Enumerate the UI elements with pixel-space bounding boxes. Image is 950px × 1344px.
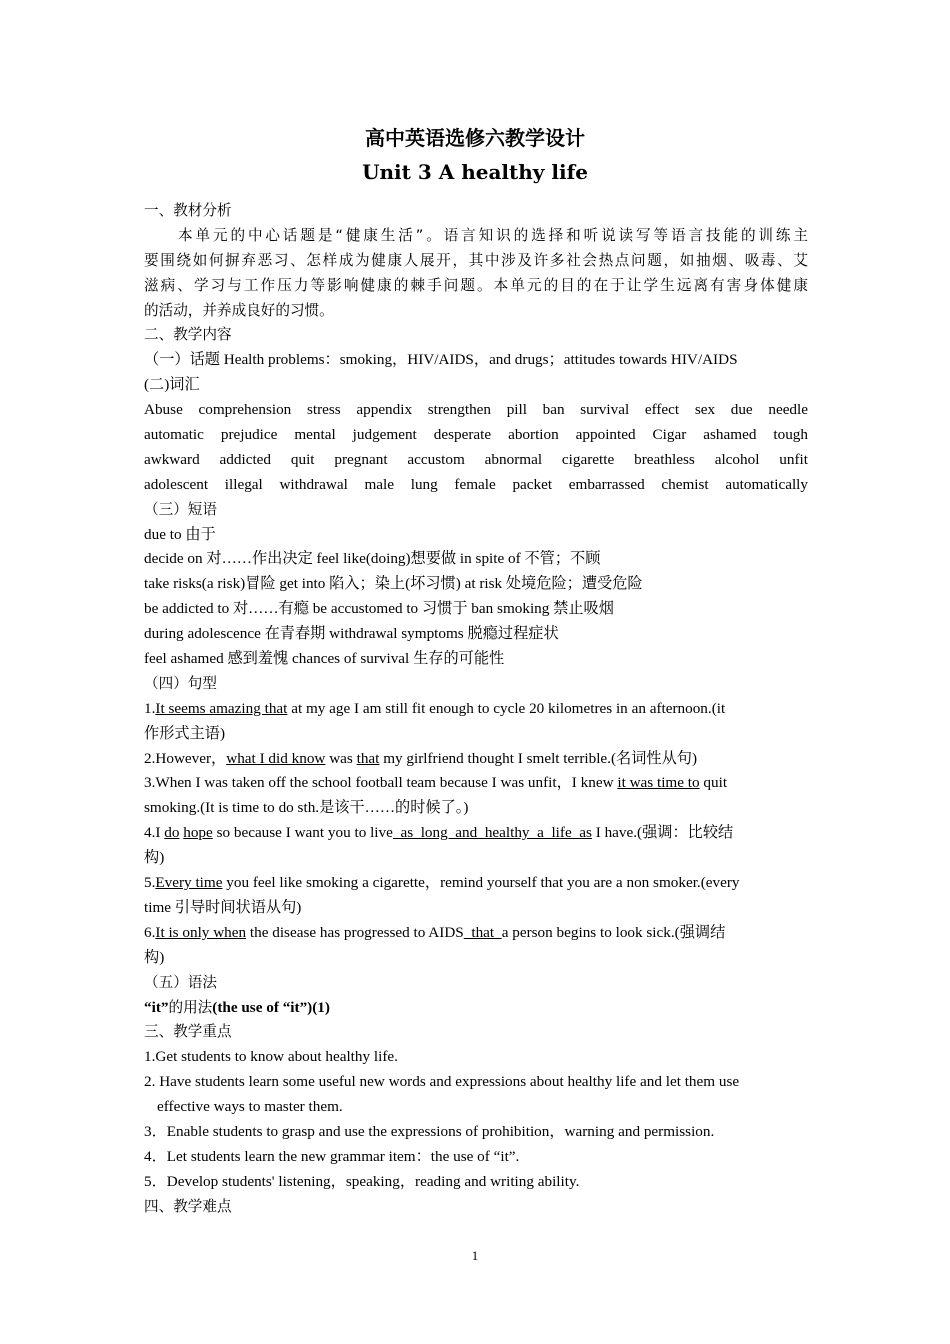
sentence-text: the disease has progressed to AIDS [246,923,464,941]
sentence-4-continuation: 构) [144,849,165,867]
key-point-item: 3．Enable students to grasp and use the expressions of prohibition，warning and permission. [144,1122,715,1140]
vocab-line: awkward addicted quit pregnant accustom abnormal cigarette breathless alcohol unfit [144,450,808,468]
sentence-key-structure: as long and healthy a life as [392,824,592,842]
key-point-item: 2. Have students learn some useful new words and expressions about healthy life and let them use [144,1073,740,1091]
sentence-2 [144,747,808,772]
key-point-item-continuation: effective ways to master them. [157,1098,343,1116]
grammar-heading: （五）语法 [144,973,217,991]
phrase-line: be addicted to 对……有瘾 be accustomed to 习惯于 ban smoking 禁止吸烟 [144,600,614,618]
grammar-line [144,996,808,1021]
phrase-line: feel ashamed 感到羞愧 chances of survival 生存的可能性 [144,650,505,668]
sentence-text: 6. [144,923,156,941]
phrase-line: take risks(a risk)冒险 get into 陷入；染上(坏习惯) at risk 处境危险；遭受危险 [144,575,643,593]
phrase-line: due to 由于 [144,525,216,543]
key-point-item: 5．Develop students' listening，speaking，reading and writing ability. [144,1172,580,1190]
sentence-text: at my age I am still fit enough to cycle 20 kilometres in an afternoon.(it [287,699,726,717]
phrase-line: decide on 对……作出决定 feel like(doing)想要做 in spite of 不管；不顾 [144,550,601,568]
sentence-text: 2.However， [144,749,227,767]
sentence-number: 1. [144,699,156,717]
sentence-text: 5. [144,874,156,892]
document-body [144,199,808,1220]
sentence-5-continuation: time 引导时间状语从句) [144,898,302,916]
sentence-text: 3.When I was taken off the school football team because I was unfit，I knew [144,774,618,792]
analysis-paragraph-line: 本单元的中心话题是“健康生活”。语言知识的选择和听说读写等语言技能的训练主 [178,226,808,244]
page-number: 1 [471,1248,479,1263]
section-heading-difficulties: 四、教学难点 [144,1197,232,1215]
grammar-keyword: “it” [144,998,169,1016]
sentence-1 [144,697,808,722]
sentence-5 [144,871,808,896]
sentence-key-structure: it was time to [617,774,700,792]
unit-title: Unit 3 A healthy life [362,160,588,184]
sentence-text: a person begins to look sick.(强调结 [501,923,726,941]
grammar-topic: (the use of “it”)(1) [212,998,330,1016]
analysis-paragraph-line: 的活动，并养成良好的习惯。 [144,301,334,319]
section-heading-content: 二、教学内容 [144,326,232,344]
topic-line: （一）话题 Health problems：smoking，HIV/AIDS，and drugs；attitudes towards HIV/AIDS [144,351,738,369]
sentence-key-structure: do [164,824,180,842]
sentence-text: so because I want you to live [212,824,393,842]
vocab-line: automatic prejudice mental judgement desperate abortion appointed Cigar ashamed tough [144,426,808,444]
vocab-heading: (二)词汇 [144,376,200,394]
sentence-text: you feel like smoking a cigarette，remind yourself that you are a non smoker.(every [222,874,740,892]
analysis-paragraph-line: 滋病、学习与工作压力等影响健康的棘手问题。本单元的目的在于让学生远离有害身体健康 [144,276,808,294]
sentence-3-continuation: smoking.(It is time to do sth.是该干……的时候了。) [144,799,469,817]
section-heading-analysis: 一、教材分析 [144,202,232,219]
sentence-text: I have.(强调：比较结 [591,824,734,842]
vocab-line: adolescent illegal withdrawal male lung female packet embarrassed chemist automatically [144,475,808,493]
sentence-key-structure: that [463,923,502,941]
sentence-text: 4.I [144,824,165,842]
vocab-line: Abuse comprehension stress appendix strengthen pill ban survival effect sex due needle [144,401,808,419]
grammar-label: 的用法 [168,998,213,1016]
sentence-key-structure: It seems amazing that [155,699,288,717]
sentence-key-structure: It is only when [155,923,247,941]
sentence-text: was [325,749,357,767]
section-heading-key-points: 三、教学重点 [144,1023,232,1041]
phrase-heading: （三）短语 [144,500,217,518]
analysis-paragraph-line: 要围绕如何摒弃恶习、怎样成为健康人展开，其中涉及许多社会热点问题，如抽烟、吸毒、艾 [144,251,808,269]
sentence-key-structure: what I did know [226,749,326,767]
sentence-3 [144,771,808,796]
key-point-item: 4．Let students learn the new grammar item：the use of “it”. [144,1147,520,1165]
sentence-text: my girlfriend thought I smelt terrible.(名词性从句) [379,749,698,767]
sentence-6-continuation: 构) [144,948,165,966]
document-title: 高中英语选修六教学设计 [365,126,585,150]
sentence-text: quit [699,774,728,792]
sentence-key-structure: Every time [155,874,223,892]
sentence-key-structure: that [356,749,380,767]
sentence-heading: （四）句型 [144,674,217,692]
phrase-line: during adolescence 在青春期 withdrawal symptoms 脱瘾过程症状 [144,625,559,643]
key-point-item: 1.Get students to know about healthy life. [144,1048,398,1066]
sentence-4 [144,821,808,846]
sentence-1-continuation: 作形式主语) [144,724,225,742]
sentence-key-structure: hope [183,824,213,842]
sentence-6 [144,921,808,946]
